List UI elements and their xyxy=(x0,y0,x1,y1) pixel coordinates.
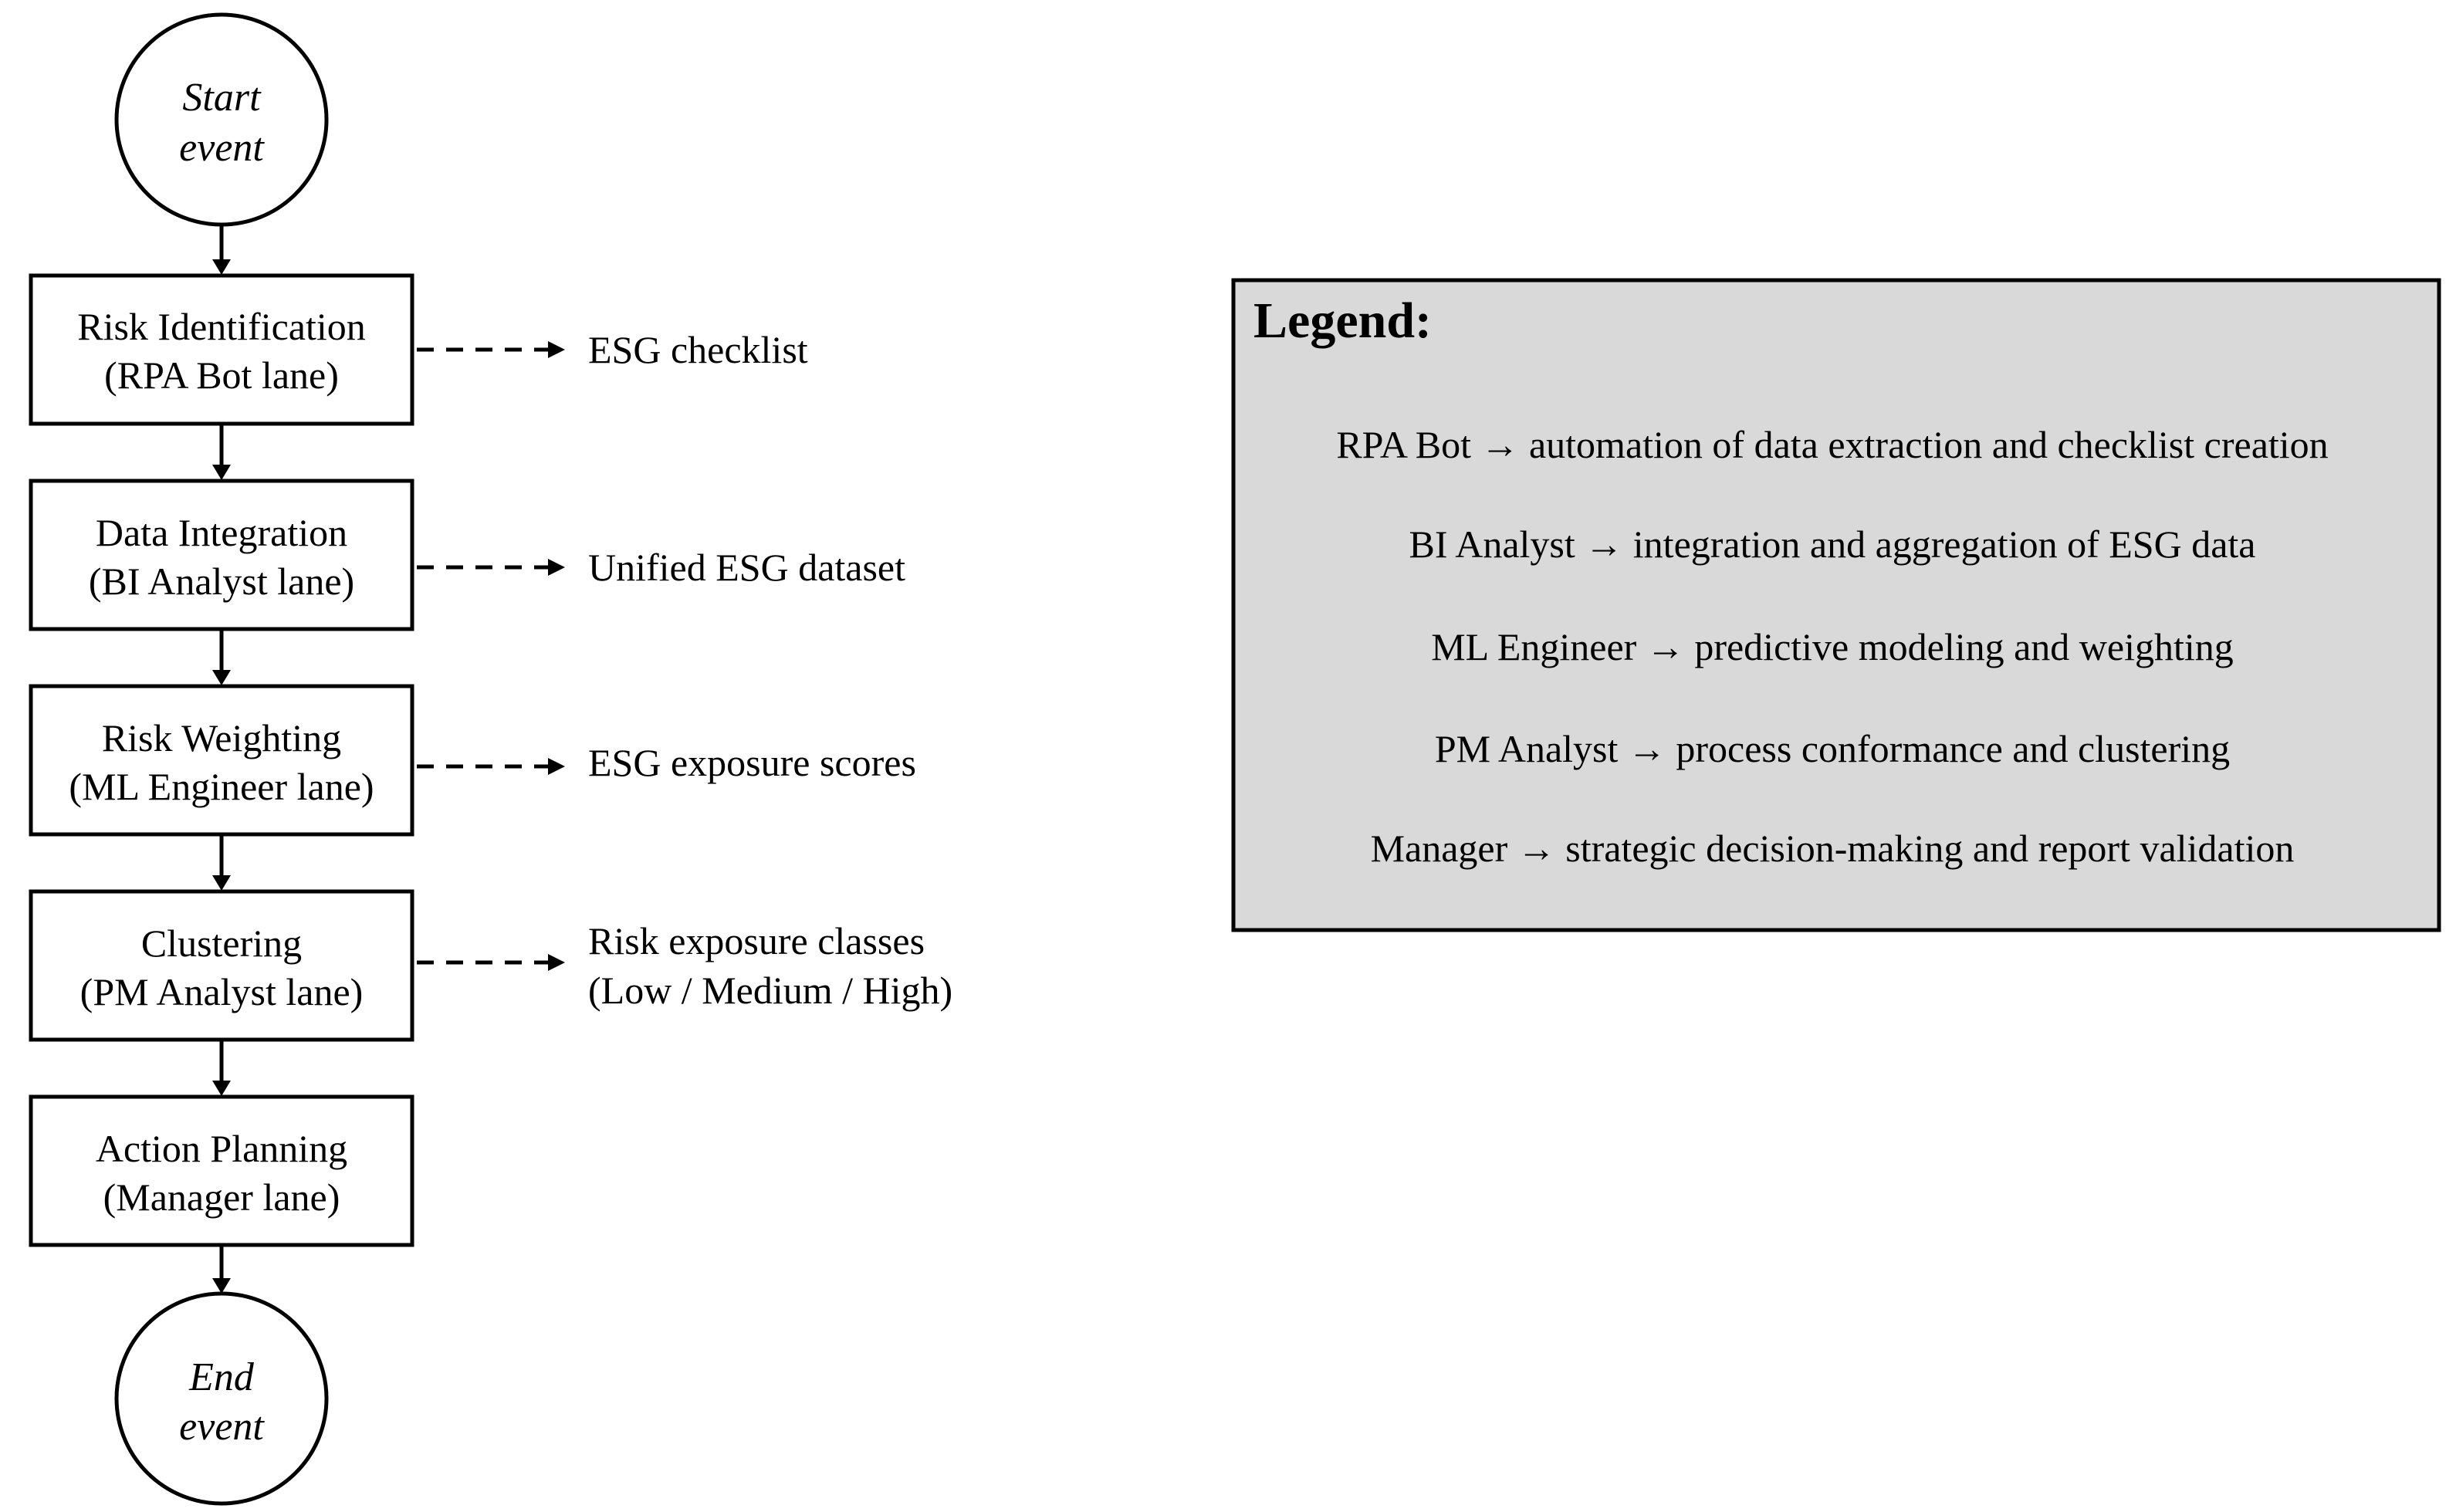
arrowhead xyxy=(548,758,565,775)
output-label-line-1: Risk exposure classes xyxy=(588,919,925,962)
output-label: ESG checklist xyxy=(588,328,808,371)
arrowhead xyxy=(548,559,565,576)
end-event-line-1: End xyxy=(189,1355,254,1399)
output-risk-weighting xyxy=(417,741,916,784)
step-lane: (Manager lane) xyxy=(103,1175,340,1219)
output-data-integration xyxy=(417,546,905,589)
output-risk-identification xyxy=(417,328,808,371)
step-lane: (ML Engineer lane) xyxy=(69,765,374,808)
arrowhead xyxy=(212,259,231,275)
end-event xyxy=(117,1294,326,1504)
output-label-line-2: (Low / Medium / High) xyxy=(588,969,953,1012)
legend-item-rpa-bot: RPA Bot → automation of data extraction and checklist creation xyxy=(1336,423,2329,466)
step-title: Action Planning xyxy=(95,1127,348,1170)
legend-item-bi-analyst: BI Analyst → integration and aggregation of ESG data xyxy=(1409,523,2256,566)
step-risk-weighting xyxy=(31,686,412,834)
step-title: Clustering xyxy=(140,922,303,965)
arrowhead xyxy=(212,1081,231,1096)
start-event-line-1: Start xyxy=(182,76,261,120)
start-event-line-2: event xyxy=(179,126,264,170)
arrowhead xyxy=(212,465,231,480)
arrowhead xyxy=(548,954,565,971)
arrowhead xyxy=(212,670,231,685)
step-title: Risk Identification xyxy=(77,305,366,348)
step-risk-identification xyxy=(31,276,412,424)
output-clustering xyxy=(417,919,952,1012)
step-data-integration xyxy=(31,481,412,629)
arrowhead xyxy=(212,1278,231,1294)
legend-item-pm-analyst: PM Analyst → process conformance and clustering xyxy=(1434,727,2231,770)
legend-item-manager: Manager → strategic decision-making and report validation xyxy=(1370,827,2295,870)
output-label: Unified ESG dataset xyxy=(588,546,906,589)
arrowhead xyxy=(212,875,231,891)
step-lane: (RPA Bot lane) xyxy=(104,353,339,397)
legend xyxy=(1233,280,2439,930)
output-label: ESG exposure scores xyxy=(588,741,916,784)
step-action-planning xyxy=(31,1097,412,1245)
step-title: Data Integration xyxy=(95,511,348,554)
end-event-line-2: event xyxy=(179,1405,264,1449)
start-event xyxy=(117,15,326,225)
legend-title: Legend: xyxy=(1253,293,1432,349)
step-title: Risk Weighting xyxy=(101,716,342,759)
step-clustering xyxy=(31,891,412,1040)
step-lane: (BI Analyst lane) xyxy=(88,560,355,603)
step-lane: (PM Analyst lane) xyxy=(79,970,364,1013)
arrowhead xyxy=(548,341,565,358)
legend-item-ml-engineer: ML Engineer → predictive modeling and weighting xyxy=(1431,625,2234,668)
